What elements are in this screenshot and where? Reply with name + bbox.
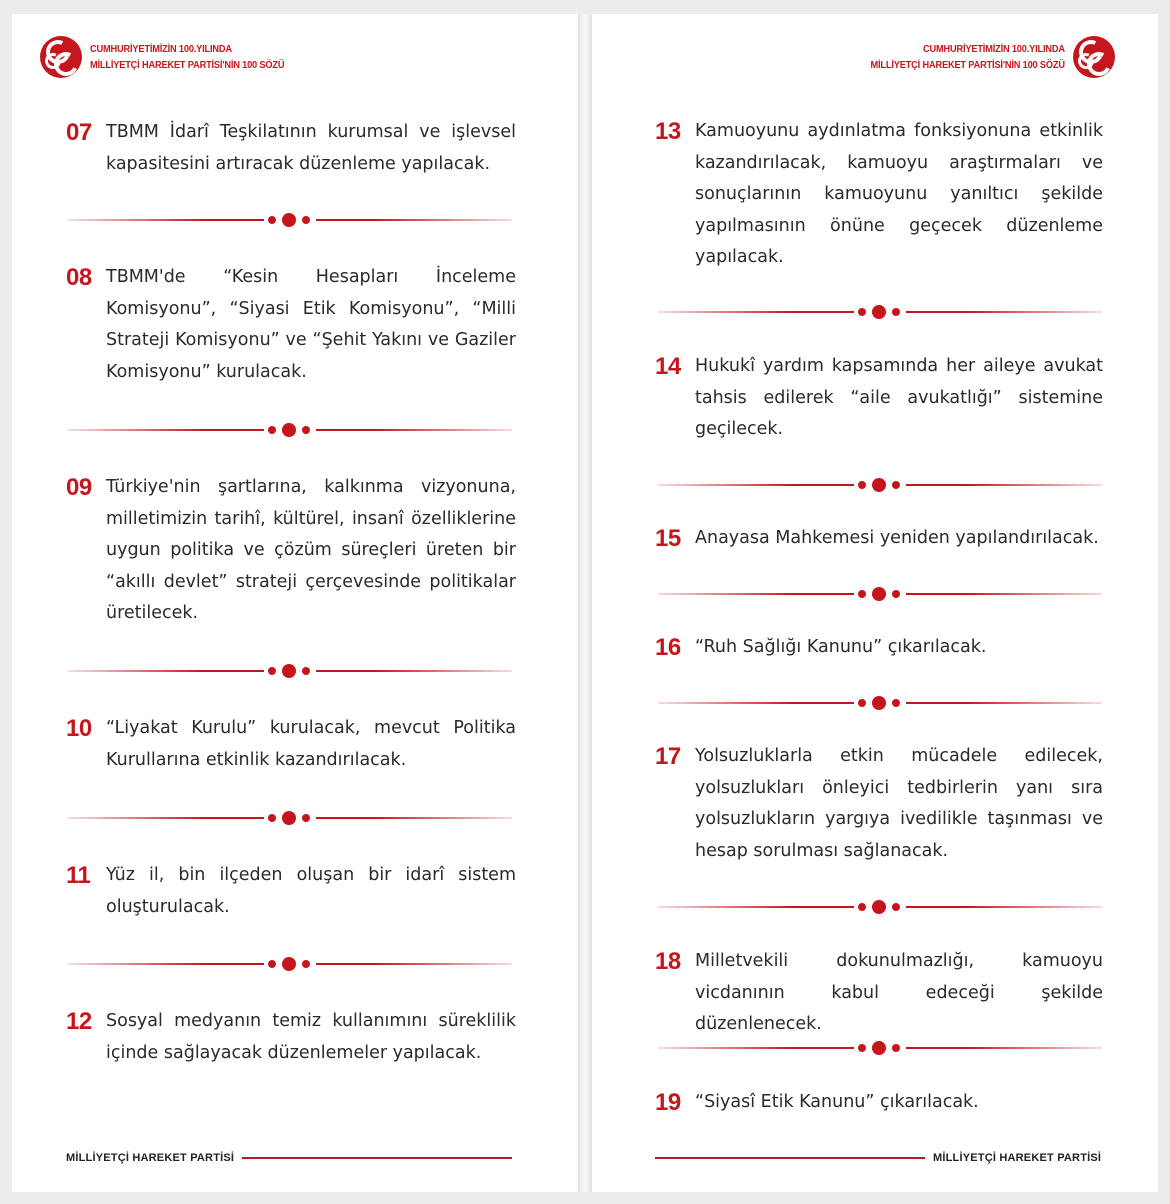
item-text: Yolsuzluklarla etkin mücadele edilecek, yolsuzlukları önleyici tedbirlerin yanı sıra yolsuzlukların yargıya ivedilikle taşınması ve hesap sorulması sağlanacak.	[695, 746, 1103, 861]
list-item	[66, 860, 516, 923]
footer-right	[655, 1152, 1101, 1164]
list-item	[655, 523, 1103, 555]
list-item	[655, 946, 1103, 1041]
page-spine	[578, 14, 592, 1192]
ornament-divider	[658, 900, 1102, 914]
item-text: Milletvekili dokunulmazlığı, kamuoyu vicdanının kabul edeceği şekilde düzenlenecek.	[695, 951, 1103, 1034]
footer-rule	[242, 1157, 512, 1159]
ornament-divider	[658, 696, 1102, 710]
ornament-divider	[658, 1041, 1102, 1055]
item-text: Anayasa Mahkemesi yeniden yapılandırılacak.	[695, 528, 1099, 548]
list-item	[655, 1087, 1103, 1119]
item-number: 09	[66, 474, 92, 501]
item-number: 07	[66, 119, 92, 146]
ornament-divider	[658, 478, 1102, 492]
item-text: “Liyakat Kurulu” kurulacak, mevcut Politika Kurullarına etkinlik kazandırılacak.	[106, 718, 516, 770]
item-text: Türkiye'nin şartlarına, kalkınma vizyonuna, milletimizin tarihî, kültürel, insanî özelliklerine uygun politika ve çözüm süreçleri üreten bir “akıllı devlet” strateji çerçevesinde politikalar üretilecek.	[106, 477, 516, 623]
item-number: 16	[655, 634, 681, 661]
footer-party-name: MİLLİYETÇİ HAREKET PARTİSİ	[933, 1152, 1102, 1164]
footer-left	[66, 1152, 512, 1164]
ornament-divider	[68, 423, 512, 437]
item-number: 14	[655, 353, 681, 380]
item-number: 18	[655, 948, 681, 975]
item-text: Yüz il, bin ilçeden oluşan bir idarî sistem oluşturulacak.	[106, 865, 516, 917]
item-text: TBMM'de “Kesin Hesapları İnceleme Komisyonu”, “Siyasi Etik Komisyonu”, “Milli Strateji Komisyonu” ve “Şehit Yakını ve Gaziler Komisyonu” kurulacak.	[106, 267, 516, 382]
mhp-logo-icon	[40, 36, 82, 78]
footer-party-name: MİLLİYETÇİ HAREKET PARTİSİ	[66, 1152, 235, 1164]
item-text: Kamuoyunu aydınlatma fonksiyonuna etkinlik kazandırılacak, kamuoyu araştırmaları ve sonuçlarının kamuoyunu yanıltıcı şekilde yapılmasının önüne geçecek düzenleme yapılacak.	[695, 121, 1103, 267]
item-text: TBMM İdarî Teşkilatının kurumsal ve işlevsel kapasitesini artıracak düzenleme yapılacak.	[106, 122, 516, 174]
ornament-divider	[658, 587, 1102, 601]
header-line-2: MİLLİYETÇİ HAREKET PARTİSİ'NİN 100 SÖZÜ	[870, 59, 1065, 71]
list-item	[655, 632, 1103, 664]
list-item	[66, 472, 516, 630]
list-item	[66, 713, 516, 776]
item-number: 15	[655, 525, 681, 552]
item-number: 19	[655, 1089, 681, 1116]
footer-rule	[655, 1157, 925, 1159]
list-item	[655, 741, 1103, 867]
list-item	[66, 117, 516, 180]
ornament-divider	[68, 213, 512, 227]
ornament-divider	[68, 811, 512, 825]
item-text: “Ruh Sağlığı Kanunu” çıkarılacak.	[695, 637, 987, 657]
header-left	[40, 36, 311, 78]
list-item	[655, 116, 1103, 274]
item-number: 13	[655, 118, 681, 145]
item-number: 11	[66, 862, 91, 889]
ornament-divider	[658, 305, 1102, 319]
item-number: 12	[66, 1008, 92, 1035]
item-number: 08	[66, 264, 92, 291]
header-line-1: CUMHURİYETİMİZİN 100.YILINDA	[923, 43, 1065, 55]
item-number: 17	[655, 743, 681, 770]
header-right	[844, 36, 1115, 78]
list-item	[66, 262, 516, 388]
mhp-logo-icon	[1073, 36, 1115, 78]
item-text: Sosyal medyanın temiz kullanımını süreklilik içinde sağlayacak düzenlemeler yapılacak.	[106, 1011, 516, 1063]
item-number: 10	[66, 715, 92, 742]
ornament-divider	[68, 957, 512, 971]
header-line-2: MİLLİYETÇİ HAREKET PARTİSİ'NİN 100 SÖZÜ	[90, 59, 285, 71]
item-text: “Siyasî Etik Kanunu” çıkarılacak.	[695, 1092, 979, 1112]
item-text: Hukukî yardım kapsamında her aileye avukat tahsis edilerek “aile avukatlığı” sistemine geçilecek.	[695, 356, 1103, 439]
list-item	[655, 351, 1103, 446]
ornament-divider	[68, 664, 512, 678]
header-line-1: CUMHURİYETİMİZİN 100.YILINDA	[90, 43, 232, 55]
list-item	[66, 1006, 516, 1069]
